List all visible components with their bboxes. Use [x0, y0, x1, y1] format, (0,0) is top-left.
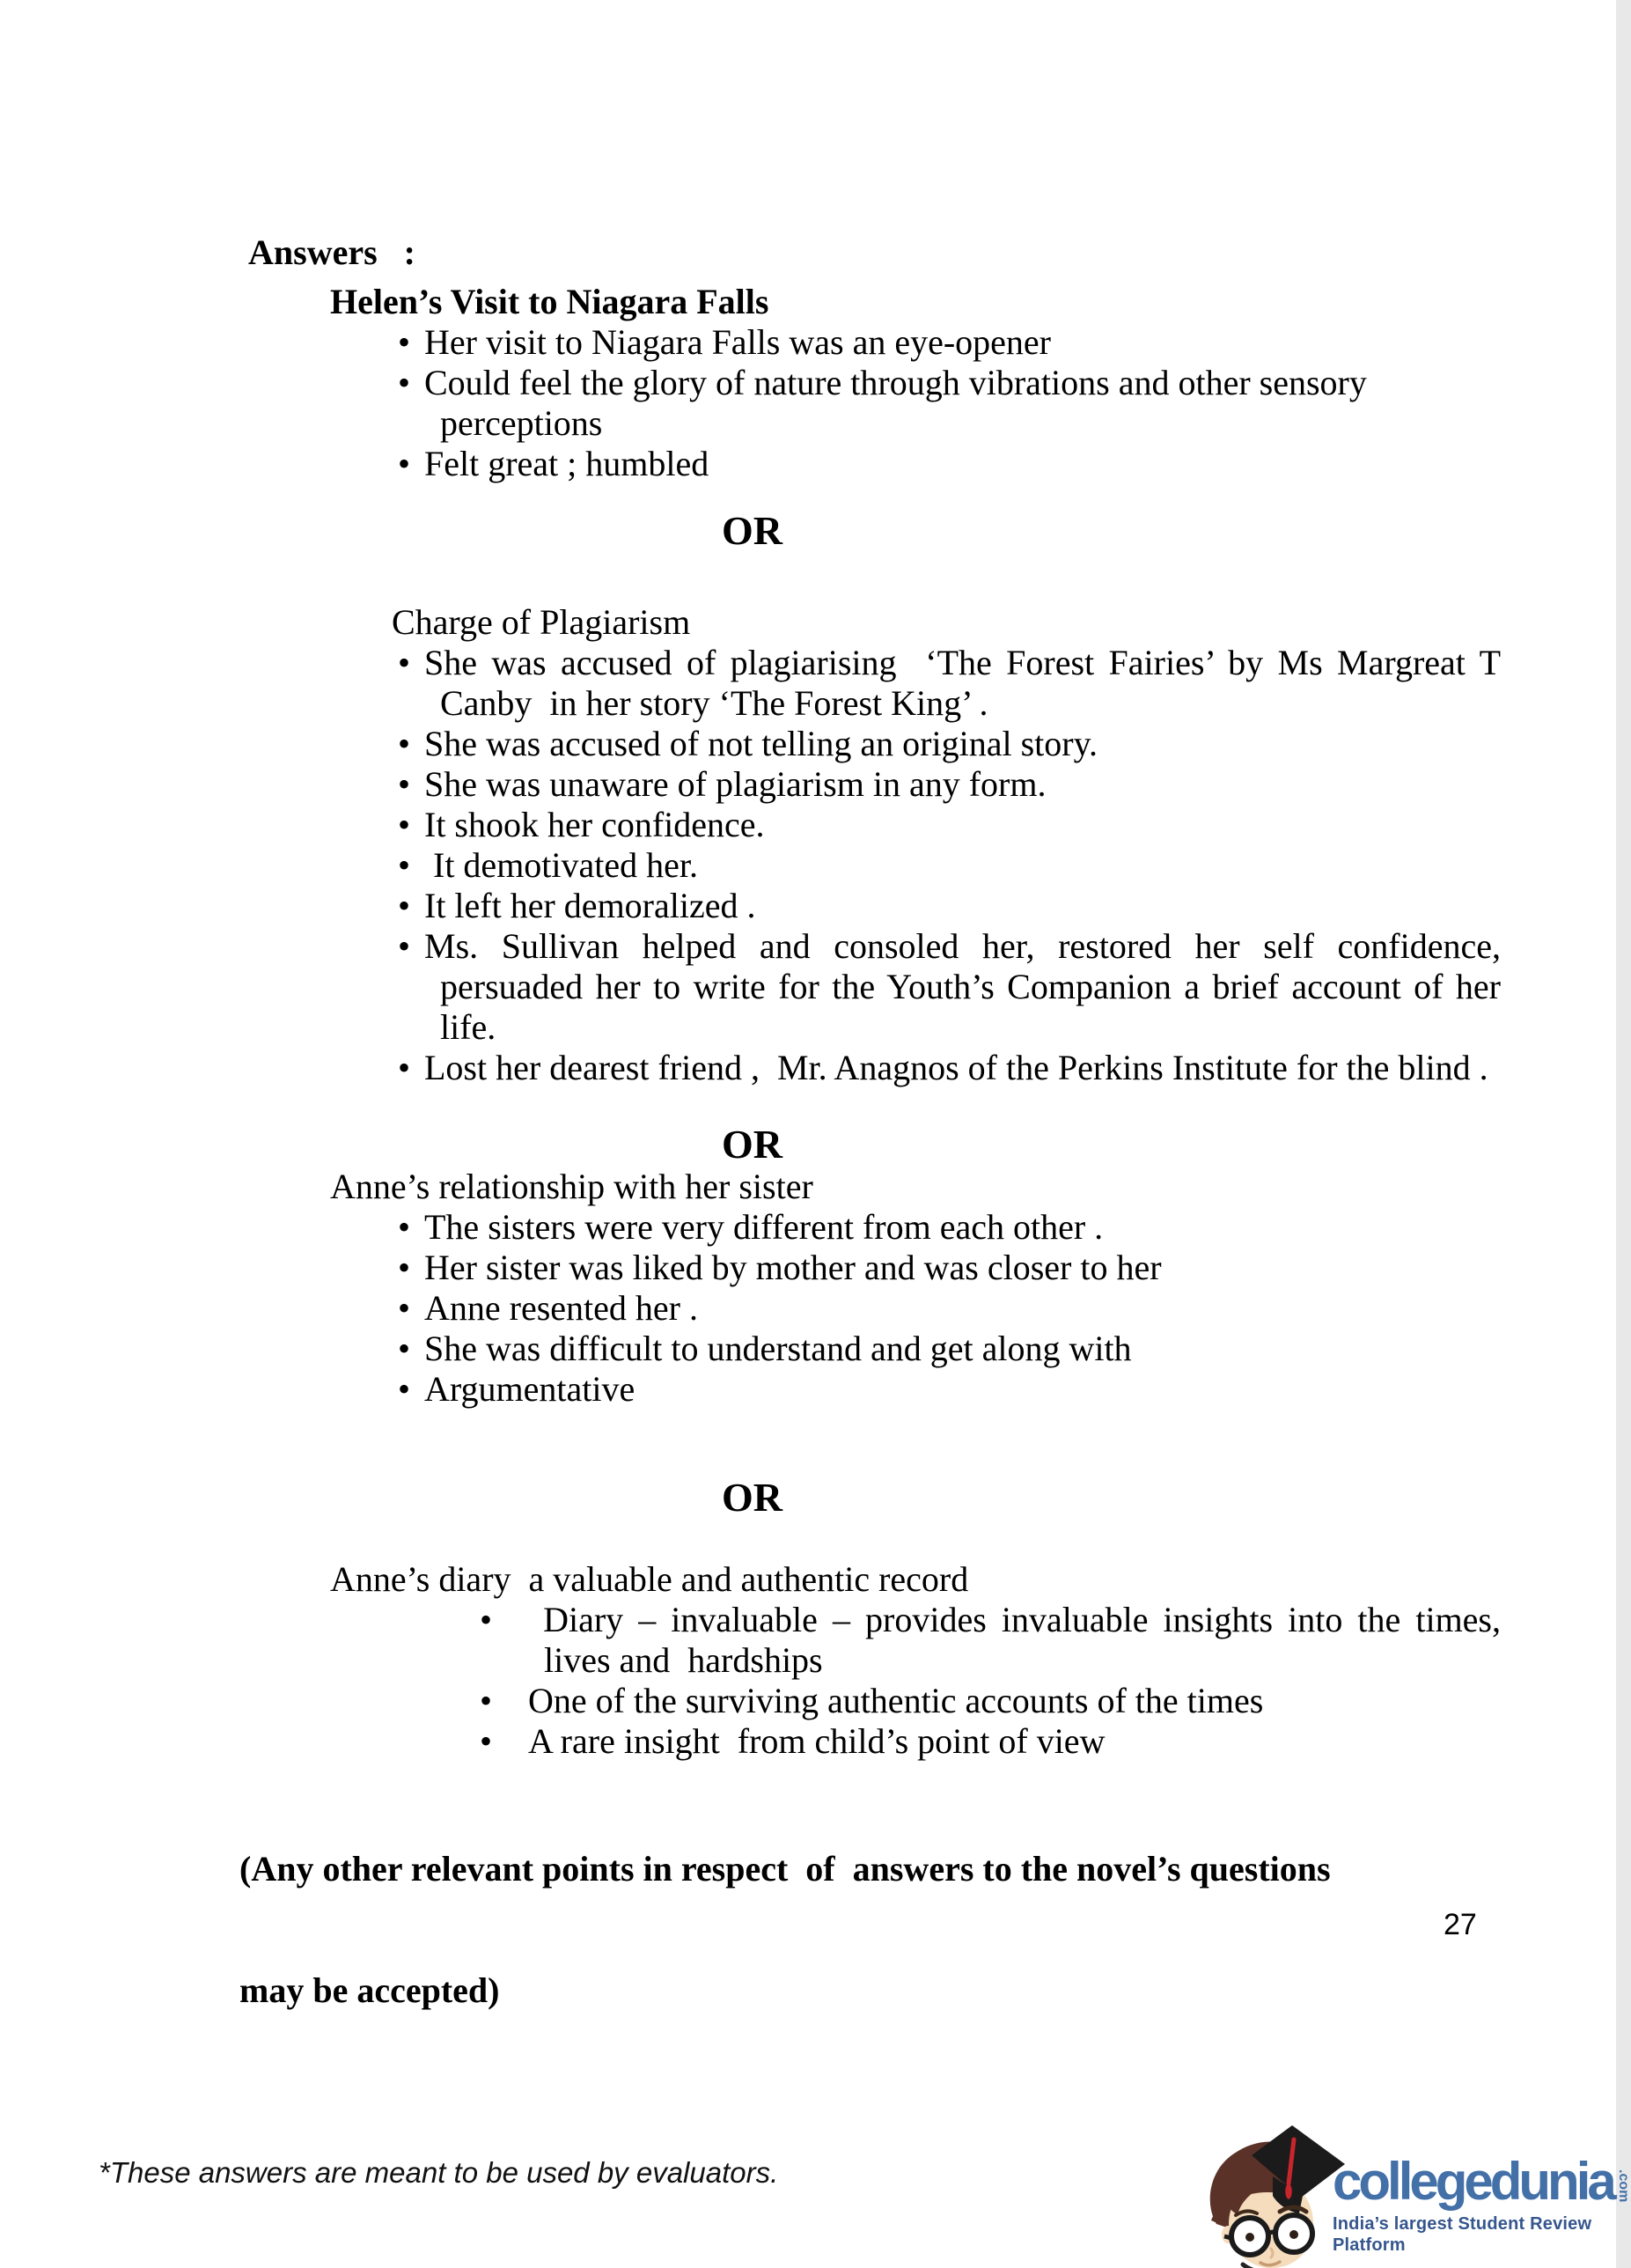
bullet-item: • She was accused of not telling an original story. [248, 724, 1501, 764]
plagiarism-bullet-list [248, 643, 1510, 1088]
bullet-item: • She was accused of plagiarising ‘The Forest Fairies’ by Ms Margreat T Canby in her story ‘The Forest King’ . [248, 643, 1501, 724]
bullet-item: • Diary – invaluable – provides invaluable insights into the times, lives and hardships [248, 1600, 1501, 1681]
section-heading-anne-sister: Anne’s relationship with her sister [330, 1167, 813, 1206]
bullet-item: • Her sister was liked by mother and was closer to her [248, 1248, 1501, 1288]
closing-note-line: (Any other relevant points in respect of answers to the novel’s questions [239, 1849, 1331, 1889]
or-divider-1: OR [722, 508, 782, 553]
section-heading-anne-diary: Anne’s diary a valuable and authentic record [330, 1559, 969, 1599]
or-divider-3: OR [722, 1475, 782, 1520]
bullet-item: • Anne resented her . [248, 1288, 1501, 1329]
collegedunia-logo [1202, 2117, 1631, 2268]
bullet-item: • Ms. Sullivan helped and consoled her, restored her self confidence, persuaded her to write for the Youth’s Companion a brief account of her life. [248, 926, 1501, 1048]
answer-key-content [239, 232, 1510, 2092]
closing-note [239, 1768, 1501, 2092]
collegedunia-brand-name: collegedunia [1333, 2152, 1613, 2211]
answers-heading: Answers : [248, 232, 415, 272]
closing-note-line: may be accepted) [239, 1970, 500, 2010]
collegedunia-logo-text [1333, 2152, 1631, 2256]
bullet-item: • One of the surviving authentic accounts of the times [248, 1681, 1501, 1721]
bullet-item: • Lost her dearest friend , Mr. Anagnos of the Perkins Institute for the blind . [248, 1048, 1501, 1088]
bullet-item: • It demotivated her. [248, 845, 1501, 886]
collegedunia-mascot-icon [1202, 2117, 1354, 2268]
collegedunia-brand-tld: .com [1615, 2169, 1631, 2203]
bullet-item: • Could feel the glory of nature through vibrations and other sensory perceptions [248, 363, 1501, 444]
bullet-item: • The sisters were very different from each other . [248, 1207, 1501, 1248]
collegedunia-tagline: India’s largest Student Review Platform [1333, 2214, 1592, 2255]
or-divider-2: OR [722, 1122, 782, 1167]
bullet-item: • Argumentative [248, 1369, 1501, 1410]
page-number: 27 [1444, 1908, 1477, 1941]
anne-sister-bullet-list [248, 1207, 1501, 1410]
bullet-item: • She was difficult to understand and get along with [248, 1329, 1501, 1369]
bullet-item: • Felt great ; humbled [248, 444, 1501, 484]
bullet-item: • Her visit to Niagara Falls was an eye-opener [248, 322, 1501, 363]
bullet-item: • It left her demoralized . [248, 886, 1501, 926]
section-heading-helen-visit: Helen’s Visit to Niagara Falls [330, 282, 769, 321]
evaluator-footnote: *These answers are meant to be used by evaluators. [99, 2156, 779, 2189]
bullet-item: • It shook her confidence. [248, 805, 1501, 845]
section-heading-plagiarism: Charge of Plagiarism [392, 602, 691, 642]
bullet-item: • She was unaware of plagiarism in any form. [248, 764, 1501, 805]
helen-visit-bullet-list [248, 322, 1501, 484]
anne-diary-bullet-list [248, 1600, 1510, 1762]
bullet-item: • A rare insight from child’s point of view [248, 1721, 1501, 1762]
